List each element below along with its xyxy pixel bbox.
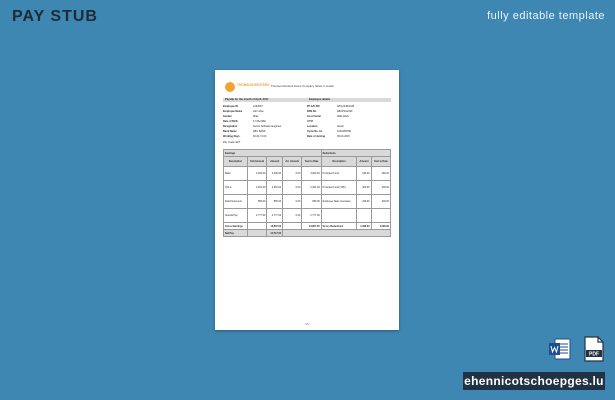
- word-icon[interactable]: [548, 337, 572, 361]
- info-label: Date of Birth: [223, 120, 238, 123]
- info-value: ABC BANK: [253, 130, 266, 133]
- table-cell: Provident Fund (VPF): [321, 181, 357, 195]
- table-cell: 180.00: [357, 167, 371, 181]
- table-cell: 3,200.00: [267, 167, 283, 181]
- employee-info-row: [223, 135, 391, 140]
- table-cell: [321, 209, 357, 223]
- gross-earnings-cell: [247, 223, 266, 230]
- table-cell: 0.00: [283, 209, 302, 223]
- info-label: Designation: [223, 125, 238, 128]
- table-row: [224, 167, 391, 181]
- info-value: 17-08-1982: [253, 120, 266, 123]
- gross-earnings-label: Gross Earnings: [224, 223, 248, 230]
- table-cell: [357, 209, 371, 223]
- table-cell: 2,451.00: [267, 181, 283, 195]
- table-header-cell: Description: [224, 157, 248, 167]
- info-label: Employee ID: [223, 105, 239, 108]
- info-value: ABCPD1234F: [337, 110, 353, 113]
- page-subtitle: fully editable template: [487, 10, 605, 22]
- gross-deductions-cell: 1,090.00: [371, 223, 390, 230]
- table-cell: 850.00: [247, 195, 266, 209]
- info-label: Cost Center: [307, 115, 322, 118]
- table-header-cell: Year to Date: [371, 157, 390, 167]
- table-cell: 180.00: [371, 167, 390, 181]
- info-label: Employee Name: [223, 110, 243, 113]
- table-header-cell: Description: [321, 157, 357, 167]
- deductions-header: Deductions: [321, 150, 390, 157]
- employee-details-label: Employee details: [307, 98, 391, 102]
- info-label: V.T.P.: [307, 120, 314, 123]
- table-cell: 2,451.00: [302, 181, 321, 195]
- table-cell: 400.00: [357, 181, 371, 195]
- info-label: Working Days: [223, 135, 240, 138]
- table-header-cell: Arr. Amount: [283, 157, 302, 167]
- pay-stub-document: [215, 70, 399, 330]
- table-cell: 3,200.00: [302, 167, 321, 181]
- table-cell: 850.00: [302, 195, 321, 209]
- table-row: [224, 209, 391, 223]
- table-cell: 400.00: [371, 181, 390, 195]
- info-label: Bank Name: [223, 130, 237, 133]
- info-value: 1234567: [253, 105, 263, 108]
- table-cell: 0.00: [283, 181, 302, 195]
- gross-earnings-cell: [283, 223, 302, 230]
- company-name: THOMSON REUTERS: [237, 83, 270, 87]
- svg-text:PDF: PDF: [589, 351, 599, 358]
- net-pay-value: 12,717.00: [267, 230, 283, 237]
- info-label: Date of Joining: [307, 135, 326, 138]
- table-header-cell: Year to Date: [302, 157, 321, 167]
- table-cell: 0.00: [283, 195, 302, 209]
- info-value: John Doe: [253, 110, 264, 113]
- table-cell: 2,777.00: [302, 209, 321, 223]
- table-header-cell: Amount: [357, 157, 371, 167]
- table-cell: 850.00: [267, 195, 283, 209]
- info-value: AP/12345/2345: [337, 105, 355, 108]
- page-number: 1/1: [305, 323, 309, 326]
- website-badge[interactable]: ehennicotschoepges.lu: [464, 374, 604, 388]
- page-title: PAY STUB: [12, 8, 98, 25]
- table-cell: 200.00: [371, 195, 390, 209]
- info-label: Gender: [223, 115, 232, 118]
- table-cell: 2,451.00: [247, 181, 266, 195]
- table-header-cell: Full Amount: [247, 157, 266, 167]
- pay-mode: Pay mode: EFT: [223, 141, 241, 144]
- company-logo-icon: [225, 82, 235, 92]
- table-cell: Basic: [224, 167, 248, 181]
- info-value: Austin: [337, 125, 344, 128]
- table-cell: 2,777.00: [267, 209, 283, 223]
- table-cell: Reimbursement: [224, 195, 248, 209]
- table-cell: H.R.A.: [224, 181, 248, 195]
- info-value: Senior Software Engineer: [253, 125, 282, 128]
- info-label: Location: [307, 125, 318, 128]
- table-cell: Special Pay: [224, 209, 248, 223]
- company-address: Thomson Reuters Home Company Street 1, Austin: [271, 84, 334, 88]
- info-value: 30.00 / 0.00: [253, 135, 267, 138]
- info-value: 0123456789: [337, 130, 351, 133]
- info-value: Male: [253, 115, 259, 118]
- info-value: 0001-ENG: [337, 115, 349, 118]
- table-cell: 3,200.00: [247, 167, 266, 181]
- table-cell: 200.00: [357, 195, 371, 209]
- table-row: [224, 181, 391, 195]
- period-label: Payslip for the month of April, 2017: [223, 98, 307, 102]
- table-cell: 0.00: [283, 167, 302, 181]
- gross-earnings-cell: 13,807.00: [267, 223, 283, 230]
- table-row: [224, 195, 391, 209]
- table-header-cell: Amount: [267, 157, 283, 167]
- info-label: PF A/C NO: [307, 105, 320, 108]
- net-pay-label: Net Pay: [224, 230, 248, 237]
- table-cell: Provident Fund: [321, 167, 357, 181]
- table-cell: [371, 209, 390, 223]
- info-value: 05-03-2015: [337, 135, 350, 138]
- info-label: PAN No.: [307, 110, 317, 113]
- earnings-header: Earnings: [224, 150, 322, 157]
- pdf-icon[interactable]: [583, 336, 605, 362]
- gross-deductions-label: Gross Deductions: [321, 223, 357, 230]
- earnings-deductions-table: [223, 149, 391, 237]
- table-cell: Employee State Insurance: [321, 195, 357, 209]
- gross-deductions-cell: 1,090.00: [357, 223, 371, 230]
- info-label: Cycle No. Ac.: [307, 130, 323, 133]
- table-cell: 2,777.00: [247, 209, 266, 223]
- gross-earnings-cell: 13,807.00: [302, 223, 321, 230]
